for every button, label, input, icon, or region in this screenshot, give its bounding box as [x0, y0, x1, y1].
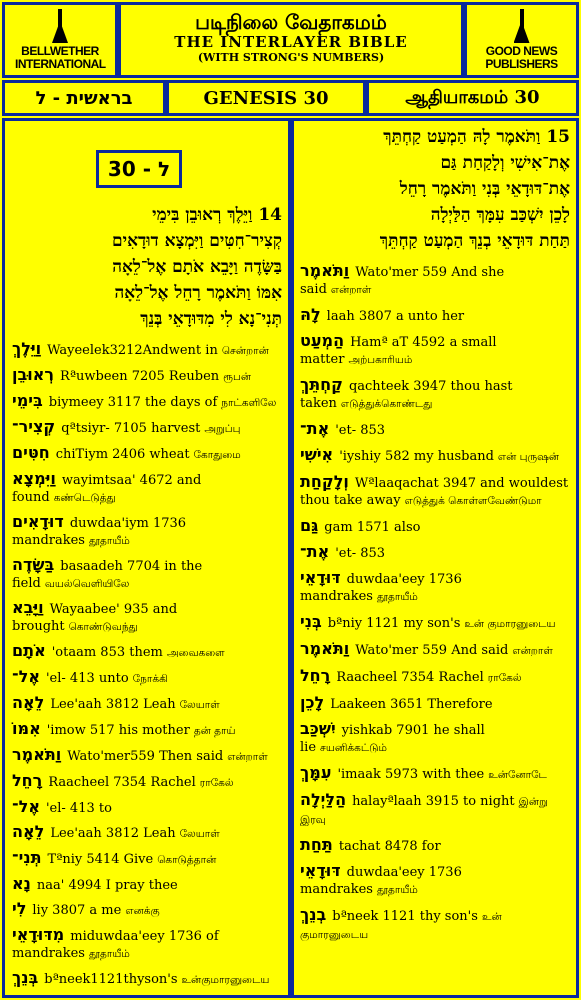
- hebrew-word: וַתֹּאמֶר: [300, 639, 350, 658]
- hebrew-word: תַּחַת: [300, 835, 333, 854]
- transliteration-gloss: Raacheel 7354 Rachel: [48, 775, 196, 790]
- word-entry[interactable]: [12, 798, 284, 817]
- tamil-gloss: சென்றான்: [221, 345, 269, 357]
- word-entry[interactable]: [300, 306, 572, 325]
- hebrew-word: יִשְׁכַּב: [300, 719, 336, 738]
- word-entry[interactable]: [12, 642, 284, 662]
- hebrew-word: בְנֵךְ: [300, 905, 327, 924]
- hebrew-word: אֹתָם: [12, 641, 46, 660]
- hebrew-word: רְאוּבֵן: [12, 365, 55, 384]
- hebrew-word: גַּם: [300, 516, 319, 535]
- cross-logo-icon: [513, 9, 531, 43]
- hebrew-word: אֶל־: [12, 797, 40, 816]
- tamil-gloss: என்றாள்: [227, 751, 268, 763]
- tamil-gloss: எடுத்துக்கொண்டது: [340, 398, 433, 410]
- word-entry[interactable]: [12, 900, 284, 920]
- tamil-gloss: அற்பகாரியம்: [348, 354, 413, 366]
- hebrew-word: וַתֹּאמֶר: [12, 745, 62, 764]
- word-entry[interactable]: [12, 849, 284, 869]
- tamil-gloss: உன் குமாரனுடைய: [464, 618, 556, 630]
- tamil-gloss: வயல்வெளியிலே: [44, 578, 130, 590]
- word-entry[interactable]: [12, 668, 284, 688]
- word-entry[interactable]: [12, 340, 284, 360]
- word-entry[interactable]: [300, 694, 572, 713]
- hebrew-word: בַּשָּׂדֶה: [12, 555, 55, 574]
- tamil-gloss: ராகேல்: [487, 672, 522, 684]
- verse-line: לָכֵן יִשְׁכַּב עִמָּךְ הַלַּיְלָה: [430, 205, 570, 225]
- hebrew-word: לֵאָה: [12, 693, 45, 712]
- transliteration-gloss: halayªlaah 3915 to night: [352, 794, 515, 809]
- hebrew-word: דּוּדָאֵי: [300, 568, 341, 587]
- transliteration-gloss: bªneek1121thyson's: [44, 972, 178, 987]
- hebrew-word: אֶת־: [300, 542, 330, 561]
- tamil-gloss: நோக்கி: [132, 673, 168, 685]
- hebrew-book-link[interactable]: בראשית - ל: [2, 80, 166, 116]
- tamil-gloss: தூதாயீம்: [376, 884, 418, 896]
- word-entry[interactable]: [300, 332, 572, 369]
- transliteration-gloss: Lee'aah 3812 Leah: [50, 697, 176, 712]
- word-entry[interactable]: [300, 446, 572, 466]
- word-entry[interactable]: [12, 926, 284, 963]
- tamil-gloss: இன்று இரவு: [300, 796, 548, 826]
- word-entry[interactable]: [12, 720, 284, 740]
- word-entry[interactable]: [300, 836, 572, 855]
- verse-line: תְּנִי־נָא לִי מִדּוּדָאֵי בְּנֵךְ: [140, 309, 282, 329]
- verse-line: תַּחַת דּוּדָאֵי בְנֵךְ הַמְעַט קַחְתֵּךְ: [379, 231, 570, 251]
- transliteration-gloss: wayimtsaa' 4672 and found: [12, 473, 202, 505]
- tamil-gloss: சயனிக்கட்டும்: [320, 742, 388, 754]
- hebrew-word: לִי: [12, 899, 27, 918]
- word-entry[interactable]: [300, 720, 572, 757]
- transliteration-gloss: 'el- 413 to: [45, 801, 112, 816]
- hebrew-word: אִישִׁי: [300, 445, 334, 464]
- hebrew-word: לָכֵן: [300, 693, 325, 712]
- hebrew-word: וַיִּמְצָא: [12, 469, 56, 488]
- tamil-gloss: என்றாள்: [512, 645, 553, 657]
- publisher-logo-left: [2, 2, 118, 78]
- tamil-gloss: கொடுத்தான்: [157, 854, 217, 866]
- transliteration-gloss: qachteek 3947 thou hast taken: [300, 379, 513, 411]
- tamil-gloss: லேயாள்: [179, 699, 220, 711]
- hebrew-word: הַמְעַט: [300, 331, 345, 350]
- word-entry[interactable]: [12, 599, 284, 636]
- hebrew-word: תְּנִי־: [12, 848, 42, 867]
- transliteration-gloss: yishkab 7901 he shall lie: [300, 723, 485, 755]
- hebrew-word: דּוּדָאֵי: [300, 861, 341, 880]
- word-entry[interactable]: [12, 746, 284, 766]
- hebrew-word: בִּימֵי: [12, 391, 43, 410]
- hebrew-word: וַיָּבֵא: [12, 598, 44, 617]
- transliteration-gloss: 'el- 413 unto: [45, 671, 129, 686]
- tamil-title: படிநிலை வேதாகமம்: [195, 10, 387, 34]
- transliteration-gloss: laah 3807 a unto her: [326, 309, 465, 324]
- tamil-gloss: அவைகளை: [166, 647, 225, 659]
- transliteration-gloss: duwdaa'eey 1736 mandrakes: [300, 572, 462, 604]
- transliteration-gloss: Wªlaaqachat 3947 and wouldest thou take away: [300, 476, 569, 508]
- right-word-list: [300, 262, 572, 951]
- word-entry[interactable]: [300, 862, 572, 899]
- hebrew-word: בְּנִי: [300, 612, 322, 631]
- hebrew-word: הַלַּיְלָה: [300, 790, 347, 809]
- hebrew-word: בְּנֵךְ: [12, 968, 39, 987]
- transliteration-gloss: Raacheel 7354 Rachel: [336, 670, 484, 685]
- word-entry[interactable]: [300, 764, 572, 784]
- hebrew-word: וַתֹּאמֶר: [300, 261, 350, 280]
- word-entry[interactable]: [12, 470, 284, 507]
- tamil-gloss: உன்குமாரனுடைய: [181, 974, 270, 986]
- transliteration-gloss: 'iyshiy 582 my husband: [339, 449, 494, 464]
- transliteration-gloss: Rªuwbeen 7205 Reuben: [60, 369, 220, 384]
- transliteration-gloss: Wato'mer 559 And said: [355, 643, 509, 658]
- tamil-gloss: உன் குமாரனுடைய: [300, 911, 502, 941]
- tamil-gloss: தன் தாய்: [193, 725, 236, 737]
- verse-line: אֶת־דּוּדָאֵי בְּנִי וַתֹּאמֶר רָחֵל: [399, 179, 570, 199]
- word-entry[interactable]: [300, 906, 572, 944]
- verse-line: 15 וַתֹּאמֶר לָהּ הַמְעַט קַחְתֵּךְ: [383, 127, 570, 147]
- hebrew-word: וַיֵּלֶךְ: [12, 339, 42, 358]
- left-word-list: [12, 340, 284, 995]
- transliteration-gloss: duwdaa'eey 1736 mandrakes: [300, 865, 462, 897]
- transliteration-gloss: Wato'mer 559 And she said: [300, 265, 505, 297]
- transliteration-gloss: Wayeelek3212Andwent in: [47, 343, 218, 358]
- hebrew-word: לָהּ: [300, 305, 321, 324]
- verse-line: 14 וַיֵּלֶךְ רְאוּבֵן בִּימֵי: [152, 205, 282, 225]
- verse-15-hebrew: [300, 124, 570, 254]
- word-entry[interactable]: [12, 772, 284, 792]
- transliteration-gloss: gam 1571 also: [324, 520, 421, 535]
- shepherd-logo-icon: [51, 9, 69, 43]
- word-entry[interactable]: [300, 667, 572, 687]
- transliteration-gloss: basaadeh 7704 in the field: [12, 559, 203, 591]
- transliteration-gloss: biymeey 3117 the days of: [48, 395, 218, 410]
- transliteration-gloss: Hamª aT 4592 a small matter: [300, 335, 497, 367]
- hebrew-word: וְלָקַחַת: [300, 472, 349, 491]
- word-entry[interactable]: [300, 543, 572, 562]
- page-title: THE INTERLAYER BIBLE: [174, 33, 408, 51]
- verse-line: קְצִיר־חִטִּים וַיִּמְצָא דוּדָאִים: [112, 231, 282, 251]
- word-entry[interactable]: [12, 694, 284, 714]
- tamil-gloss: நாட்களிலே: [221, 397, 277, 409]
- page-subtitle: (WITH STRONG'S NUMBERS): [197, 51, 385, 64]
- tamil-gloss: அறுப்பு: [204, 423, 241, 435]
- transliteration-gloss: 'imow 517 his mother: [46, 723, 190, 738]
- hebrew-word: קַחְתֵּךְ: [300, 375, 343, 394]
- chapter-badge: ל - 30: [96, 150, 182, 188]
- verse-line: אִמּוֹ וַתֹּאמֶר רָחֵל אֶל־לֵאָה: [114, 283, 282, 303]
- hebrew-word: רָחֵל: [12, 771, 43, 790]
- word-entry[interactable]: [300, 473, 572, 510]
- hebrew-word: אֶל־: [12, 667, 40, 686]
- word-entry[interactable]: [300, 420, 572, 439]
- word-entry[interactable]: [300, 569, 572, 606]
- word-entry[interactable]: [12, 823, 284, 843]
- publisher-logo-right: [464, 2, 579, 78]
- transliteration-gloss: 'et- 853: [335, 546, 386, 561]
- word-entry[interactable]: [300, 791, 572, 829]
- hebrew-word: רָחֵל: [300, 666, 331, 685]
- tamil-book-link[interactable]: ஆதியாகமம் 30: [366, 80, 579, 116]
- tamil-gloss: ராகேல்: [199, 777, 234, 789]
- tamil-gloss: ரூபன்: [223, 371, 252, 383]
- hebrew-word: מִדּוּדָאֵי: [12, 925, 65, 944]
- verse-line: אֶת־אִישִׁי וְלָקַחַת גַּם: [440, 153, 570, 173]
- word-entry[interactable]: [12, 969, 284, 989]
- tamil-gloss: கொண்டுவந்து: [68, 621, 138, 633]
- verse-14-hebrew: [14, 202, 282, 332]
- hebrew-word: קְצִיר־: [12, 417, 56, 436]
- title-block: [118, 2, 464, 78]
- transliteration-gloss: duwdaa'iym 1736 mandrakes: [12, 516, 187, 548]
- transliteration-gloss: qªtsiyr- 7105 harvest: [61, 421, 201, 436]
- word-entry[interactable]: [300, 376, 572, 413]
- transliteration-gloss: 'et- 853: [335, 423, 386, 438]
- verse-line: בַּשָּׂדֶה וַיָּבֵא אֹתָם אֶל־לֵאָה: [112, 257, 282, 277]
- tamil-gloss: எனக்கு: [125, 905, 160, 917]
- tamil-gloss: தூதாயீம்: [88, 948, 130, 960]
- word-entry[interactable]: [12, 444, 284, 464]
- word-entry[interactable]: [12, 875, 284, 894]
- tamil-gloss: எடுத்துக் கொள்ளவேண்டுமா: [404, 495, 542, 507]
- tamil-gloss: தூதாயீம்: [88, 535, 130, 547]
- tamil-gloss: தூதாயீம்: [376, 591, 418, 603]
- english-book-title: GENESIS 30: [166, 80, 366, 116]
- hebrew-word: אֶת־: [300, 419, 330, 438]
- right-logo-text: GOOD NEWS PUBLISHERS: [485, 44, 558, 71]
- word-entry[interactable]: [12, 556, 284, 593]
- word-entry[interactable]: [300, 613, 572, 633]
- transliteration-gloss: Wayaabee' 935 and brought: [12, 602, 178, 634]
- word-entry[interactable]: [300, 640, 572, 660]
- transliteration-gloss: bªniy 1121 my son's: [327, 616, 461, 631]
- transliteration-gloss: 'imaak 5973 with thee: [337, 767, 485, 782]
- word-entry[interactable]: [12, 418, 284, 438]
- hebrew-word: לֵאָה: [12, 822, 45, 841]
- hebrew-word: חִטִּים: [12, 443, 50, 462]
- word-entry[interactable]: [300, 262, 572, 299]
- transliteration-gloss: naa' 4994 I pray thee: [36, 878, 178, 893]
- word-entry[interactable]: [300, 517, 572, 536]
- transliteration-gloss: miduwdaa'eey 1736 of mandrakes: [12, 929, 219, 961]
- transliteration-gloss: Tªniy 5414 Give: [47, 852, 154, 867]
- hebrew-word: נָא: [12, 874, 31, 893]
- hebrew-word: דוּדָאִים: [12, 512, 64, 531]
- transliteration-gloss: chiTiym 2406 wheat: [55, 447, 190, 462]
- transliteration-gloss: tachat 8478 for: [338, 839, 441, 854]
- transliteration-gloss: 'otaam 853 them: [51, 645, 163, 660]
- tamil-gloss: உன்னோடே: [488, 769, 547, 781]
- word-entry[interactable]: [12, 392, 284, 412]
- hebrew-word: אִמּוֹ: [12, 719, 41, 738]
- transliteration-gloss: liy 3807 a me: [32, 903, 122, 918]
- transliteration-gloss: Laakeen 3651 Therefore: [330, 697, 493, 712]
- tamil-gloss: என்றாள்: [330, 284, 372, 296]
- left-logo-text: BELLWETHER INTERNATIONAL: [15, 44, 106, 71]
- transliteration-gloss: Lee'aah 3812 Leah: [50, 826, 176, 841]
- word-entry[interactable]: [12, 366, 284, 386]
- tamil-gloss: லேயாள்: [179, 828, 220, 840]
- tamil-gloss: கண்டெடுத்து: [53, 492, 116, 504]
- tamil-gloss: என் புருஷன்: [497, 451, 560, 463]
- transliteration-gloss: bªneek 1121 thy son's: [332, 909, 478, 924]
- transliteration-gloss: Wato'mer559 Then said: [67, 749, 224, 764]
- tamil-gloss: கோதுமை: [193, 449, 241, 461]
- hebrew-word: עִמָּךְ: [300, 763, 332, 782]
- word-entry[interactable]: [12, 513, 284, 550]
